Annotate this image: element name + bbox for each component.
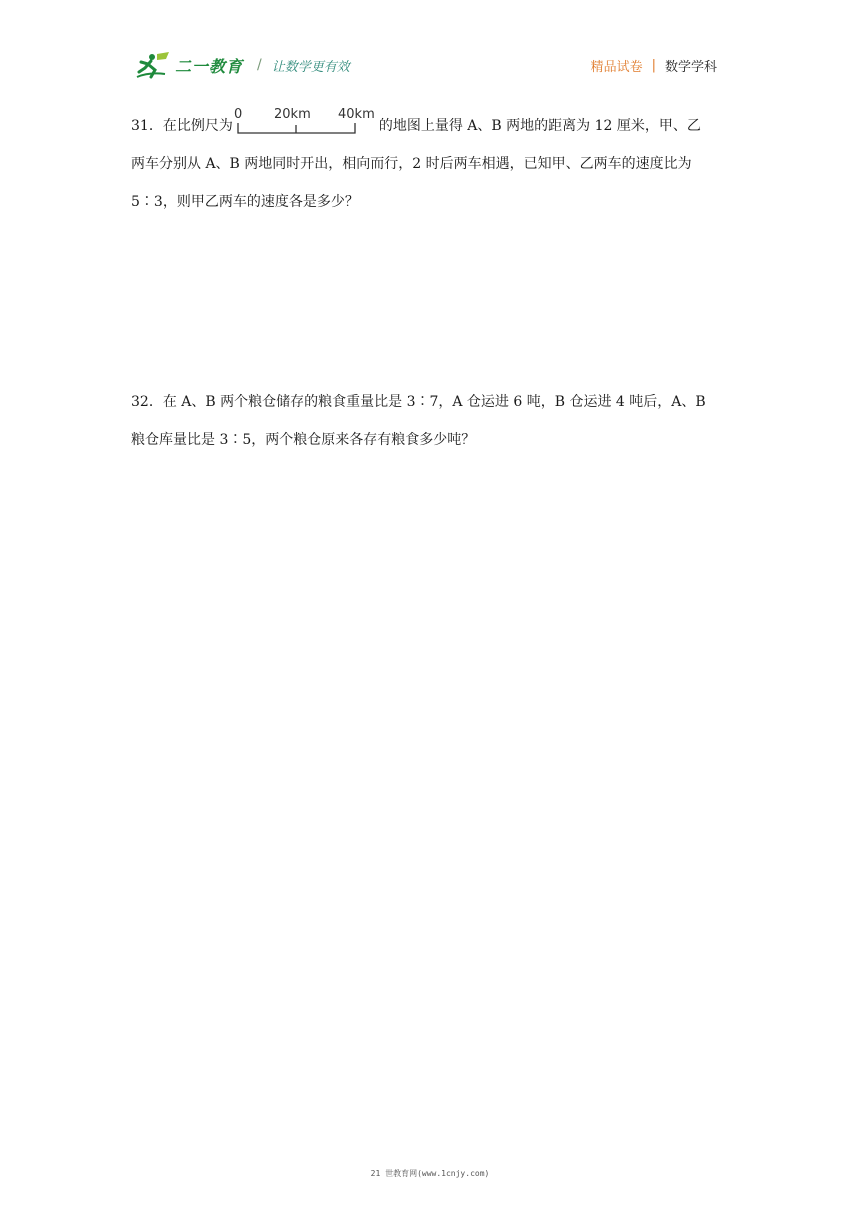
header-slash: / bbox=[257, 57, 262, 73]
tag-premium-paper: 精品试卷 bbox=[590, 60, 643, 75]
page-header bbox=[135, 48, 725, 82]
header-tags bbox=[591, 56, 717, 75]
runner-logo-icon bbox=[135, 50, 173, 80]
logo-text: 二一教育 bbox=[175, 56, 244, 76]
tag-subject: 数学学科 bbox=[664, 60, 717, 75]
question-31 bbox=[131, 107, 731, 221]
logo bbox=[135, 48, 350, 82]
question-31-line-2: 两车分别从 A、B 两地同时开出，相向而行，2 时后两车相遇，已知甲、乙两车的速度比为 bbox=[131, 156, 692, 172]
header-slogan: 让数学更有效 bbox=[271, 59, 350, 75]
question-31-line-3: 5∶3，则甲乙两车的速度各是多少？ bbox=[131, 194, 359, 210]
scale-line bbox=[238, 123, 355, 133]
scale-bar bbox=[234, 107, 378, 137]
question-32-line-1: 32．在 A、B 两个粮仓储存的粮食重量比是 3∶7，A 仓运进 6 吨，B 仓运进 4 吨后，A、B bbox=[131, 394, 706, 410]
question-31-line-1 bbox=[131, 107, 731, 145]
scale-label-40km: 40km bbox=[337, 107, 375, 122]
scale-label-0: 0 bbox=[233, 107, 243, 122]
question-31-line-1-rest: 的地图上量得 A、B 两地的距离为 12 厘米，甲、乙 bbox=[378, 118, 701, 134]
page-footer: 21 世教育网(www.1cnjy.com) bbox=[370, 1169, 490, 1178]
scale-label-20km: 20km bbox=[273, 107, 311, 122]
question-32-line-2: 粮仓库量比是 3∶5，两个粮仓原来各存有粮食多少吨？ bbox=[131, 432, 476, 448]
question-31-prefix: 31．在比例尺为 bbox=[131, 118, 233, 134]
question-32 bbox=[131, 383, 731, 459]
header-separator: | bbox=[651, 58, 656, 73]
